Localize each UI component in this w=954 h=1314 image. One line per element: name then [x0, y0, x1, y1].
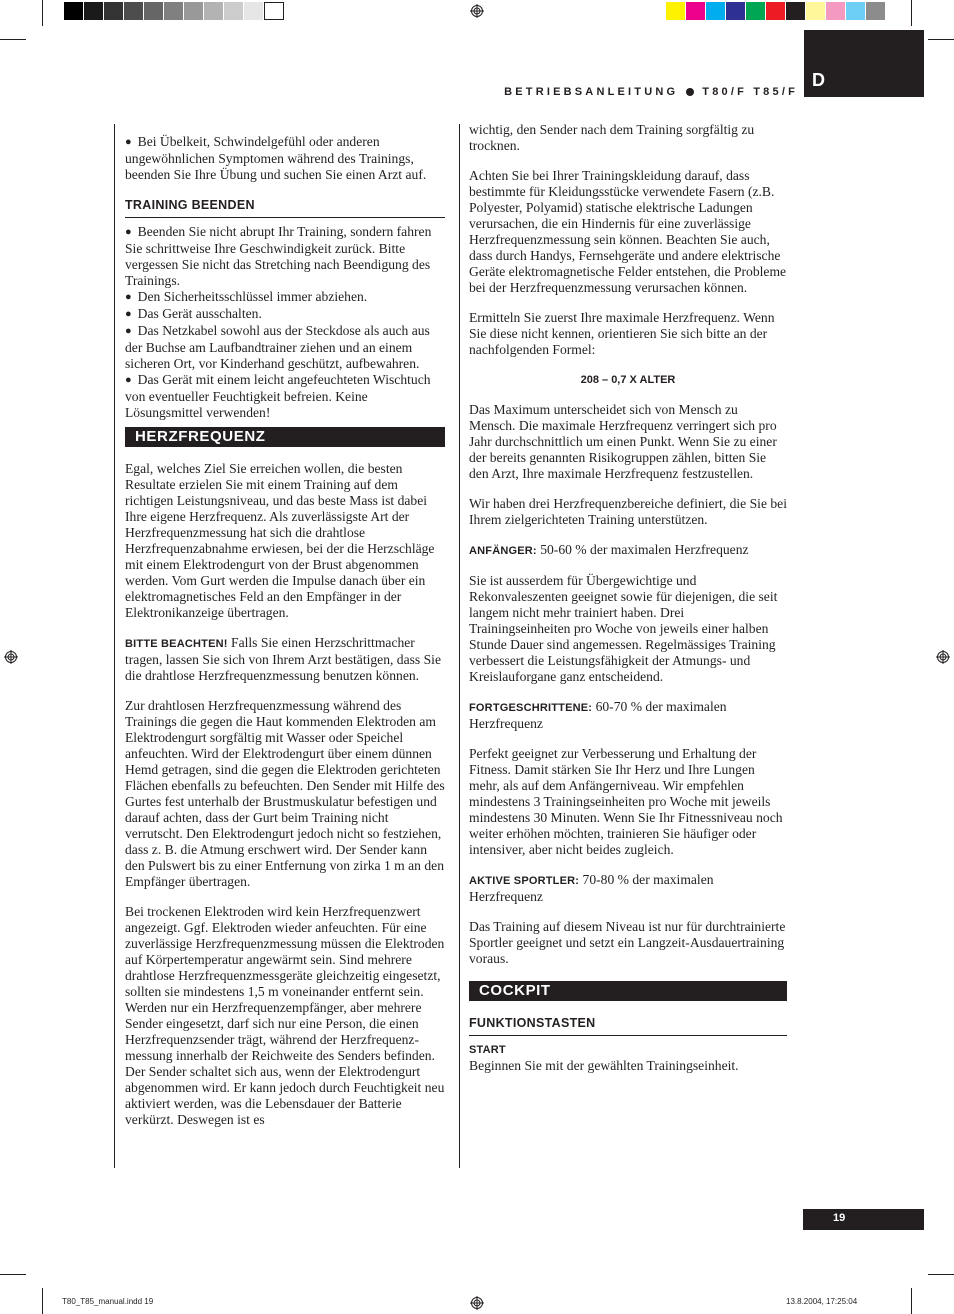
color-swatch — [826, 2, 846, 20]
left-margin-rule — [114, 124, 115, 1168]
left-column — [125, 134, 445, 1128]
zone-advanced-text: Perfekt geeignet zur Verbesserung und Erhaltung der Fitness. Damit stärken Sie Ihr Herz und Ihre Lungen mehr, als auf dem Anfängerniveau. Wir empfehlen mindestens 3 Trainingseinheiten pro Woche mit jeweils mindestens 30 Minuten. Wenn Sie Ihr Fitnessniveau noch weiter erhöhen möchten, trainieren Sie häufiger oder intensiver, aber nicht beides zugleich. — [469, 746, 783, 857]
color-swatch — [264, 2, 284, 20]
column-divider-rule — [459, 124, 460, 1168]
list-item: ● Das Gerät ausschalten. — [125, 306, 445, 323]
color-swatch — [666, 2, 686, 20]
zone-label: AKTIVE SPORTLER: — [469, 875, 580, 887]
color-swatch — [706, 2, 726, 20]
running-header — [504, 86, 798, 98]
zone-range: 70-80 % der maximalen Herzfrequenz — [469, 872, 714, 904]
running-header-model: T80/F T85/F — [702, 86, 798, 98]
registration-mark-icon — [4, 650, 18, 664]
list-item: ● Das Gerät mit einem leicht angefeuchteten Wischtuch von eventueller Feuchtigkeit befreien. Keine Lösungsmittel verwenden! — [125, 372, 445, 421]
herzfrequenz-heading: HERZFREQUENZ — [125, 427, 445, 447]
zone-label: ANFÄNGER: — [469, 545, 537, 557]
note-label: BITTE BEACHTEN! — [125, 638, 228, 650]
cockpit-heading: COCKPIT — [469, 981, 787, 1001]
color-swatch — [786, 2, 806, 20]
start-label: START — [469, 1044, 506, 1056]
color-swatch — [124, 2, 144, 20]
grayscale-calibration-bar — [64, 2, 284, 20]
herzfrequenz-paragraph: Egal, welches Ziel Sie erreichen wollen, die besten Resultate erzielen Sie mit einem Training auf dem richtigen Leistungsniveau, und das beste Mass ist dabei Ihre eigene Herzfrequenz. Als zuverlässigste Art der Herzfrequenzmessung hat sich die drahtlose Herzfrequenzabnahme erwiesen, bei der die Herzschläge mit einem Elektrodengurt von der Brust abgenommen werden. Vom Gurt werden die Impulse danach über ein elektromagnetisches Feld an den Empfänger in der Elektronikanzeige übertragen. — [125, 461, 435, 620]
maximum-paragraph: Das Maximum unterscheidet sich von Mensch zu Mensch. Die maximale Herzfrequenz verringert sich pro Jahr durchschnittlich um einen Punkt. Wenn Sie zu einer der bereits genannten Risikogruppen zählen, bitten Sie den Arzt, Ihre maximale Herzfrequenz festzustellen. — [469, 402, 777, 481]
zone-range: 50-60 % der maximalen Herzfrequenz — [536, 542, 749, 557]
color-swatch — [204, 2, 224, 20]
zone-advanced-heading — [469, 699, 787, 732]
list-item: ● Den Sicherheitsschlüssel immer abziehen. — [125, 289, 445, 306]
registration-mark-icon — [470, 1296, 484, 1310]
training-beenden-heading: TRAINING BEENDEN — [125, 197, 445, 218]
max-heartrate-paragraph: Ermitteln Sie zuerst Ihre maximale Herzfrequenz. Wenn Sie diese nicht kennen, orientieren Sie sich bitte an der nachfolgenden Formel: — [469, 310, 775, 357]
continuation-paragraph: wichtig, den Sender nach dem Training sorgfältig zu trocknen. — [469, 122, 755, 153]
right-column — [469, 122, 787, 1074]
date-slug: 13.8.2004, 17:25:04 — [786, 1297, 858, 1306]
electrode-paragraph: Zur drahtlosen Herzfrequenzmessung während des Trainings die gegen die Haut kommenden Elektroden am Elektrodengurt sorgfältig mit Wasser oder Speichel anfeuchten. Wird der Elektrodengurt über einem dünnen Hemd getragen, sind die gegen die Elektroden gerichteten Flächen ebenfalls zu befeuchten. Den Sender mit Hilfe des Gurtes fest unterhalb der Brustmuskulatur befestigen und darauf achten, dass der Gurt beim Training nicht verrutscht. Den Elektrodengurt jedoch nicht so festziehen, dass z. B. die Atmung erschwert wird. Der Sender kann den Pulswert bis zu einer Entfernung von zirka 1 m an den Empfänger übertragen. — [125, 698, 445, 889]
color-swatch — [184, 2, 204, 20]
start-text: Beginnen Sie mit der gewählten Trainingseinheit. — [469, 1058, 739, 1073]
color-calibration-bar — [666, 2, 886, 20]
intro-bullet: ● Bei Übelkeit, Schwindelgefühl oder anderen ungewöhnlichen Symptomen während des Trainings, beenden Sie Ihre Übung und suchen Sie einen Arzt auf. — [125, 134, 445, 183]
color-swatch — [64, 2, 84, 20]
zone-athletes-heading — [469, 872, 787, 905]
dry-electrode-paragraph: Bei trockenen Elektroden wird kein Herzfrequenzwert angezeigt. Ggf. Elektroden wieder anfeuchten. Für eine zuverlässige Herzfrequenzmessung müssen die Elektroden auf Körpertemperatur angewärmt sein. Sind mehrere drahtlose Herzfrequenzmessgeräte gleichzeitig eingesetzt, sollten sie mindestens 1,5 m voneinander entfernt sein. Werden nur ein Herzfrequenzempfänger, aber mehrere Sender eingesetzt, darf sich nur eine Person, die einen Herzfrequenzsender trägt, während der Herzfrequenz-messung innerhalb der Reichweite des Senders befinden. Der Sender schaltet sich aus, wenn der Elektrodengurt abgenommen wird. Er kann jedoch durch Feuchtigkeit neu aktiviert werden, was die Lebensdauer der Batterie verkürzt. Deswegen ist es — [125, 904, 445, 1127]
file-slug: T80_T85_manual.indd 19 — [62, 1297, 154, 1306]
pacemaker-note — [125, 635, 445, 684]
color-swatch — [726, 2, 746, 20]
registration-mark-icon — [936, 650, 950, 664]
list-item: ● Das Netzkabel sowohl aus der Steckdose als auch aus der Buchse am Laufbandtrainer ziehen und an einem sicheren Ort, vor Kinderhand geschützt, aufbewahren. — [125, 323, 445, 372]
clothing-paragraph: Achten Sie bei Ihrer Trainingskleidung darauf, dass bestimmte für Kleidungsstücke verwendete Fasern (z.B. Polyester, Polyamid) statische elektrische Ladungen verursachen, die ein Hindernis für eine zuverlässige Herzfrequenzmessung sein können. Beachten Sie auch, dass durch Handys, Fernsehgeräte und andere elektrische Geräte elektromagnetische Felder entstehen, die Probleme bei der Herzfrequenzmessung verursachen können. — [469, 168, 787, 295]
zone-athletes-text: Das Training auf diesem Niveau ist nur für durchtrainierte Sportler geeignet und setzt ein Langzeit-Ausdauertraining voraus. — [469, 919, 786, 966]
zone-beginner-heading — [469, 542, 787, 559]
color-swatch — [224, 2, 244, 20]
language-tab: D — [804, 30, 924, 97]
zone-beginner-text: Sie ist ausserdem für Übergewichtige und Rekonvaleszenten geeignet sowie für diejenigen, die seit langem nicht mehr trainiert haben. Drei Trainingseinheiten pro Woche von jeweils einer halben Stunde Dauer sind angemessen. Regelmässiges Training verbessert die Leistungsfähigkeit der Atmungs- und Kreislauforgane ganz entscheidend. — [469, 573, 778, 684]
color-swatch — [686, 2, 706, 20]
color-swatch — [164, 2, 184, 20]
registration-mark-icon — [470, 4, 484, 18]
note-text: Falls Sie einen Herzschrittmacher tragen, lassen Sie sich von Ihrem Arzt bestätigen, dass Sie die drahtlose Herzfrequenzmessung benutzen können. — [125, 635, 441, 683]
page-number: 19 — [803, 1209, 924, 1230]
color-swatch — [104, 2, 124, 20]
color-swatch — [746, 2, 766, 20]
list-item: ● Beenden Sie nicht abrupt Ihr Training, sondern fahren Sie schrittweise Ihre Geschwindigkeit zurück. Bitte vergessen Sie nicht das Stretching nach Beendigung des Trainings. — [125, 224, 445, 289]
color-swatch — [84, 2, 104, 20]
zone-range: 60-70 % der maximalen Herzfrequenz — [469, 699, 727, 731]
bullet-dot-icon — [686, 88, 694, 96]
zone-label: FORTGESCHRITTENE: — [469, 702, 593, 714]
color-swatch — [866, 2, 886, 20]
running-header-title: BETRIEBSANLEITUNG — [504, 86, 679, 98]
heartrate-formula: 208 – 0,7 X ALTER — [580, 374, 676, 386]
color-swatch — [806, 2, 826, 20]
color-swatch — [144, 2, 164, 20]
color-swatch — [244, 2, 264, 20]
color-swatch — [846, 2, 866, 20]
funktionstasten-heading: FUNKTIONSTASTEN — [469, 1015, 787, 1036]
color-swatch — [766, 2, 786, 20]
zones-intro-paragraph: Wir haben drei Herzfrequenzbereiche definiert, die Sie bei Ihrem zielgerichteten Training unterstützen. — [469, 496, 787, 527]
